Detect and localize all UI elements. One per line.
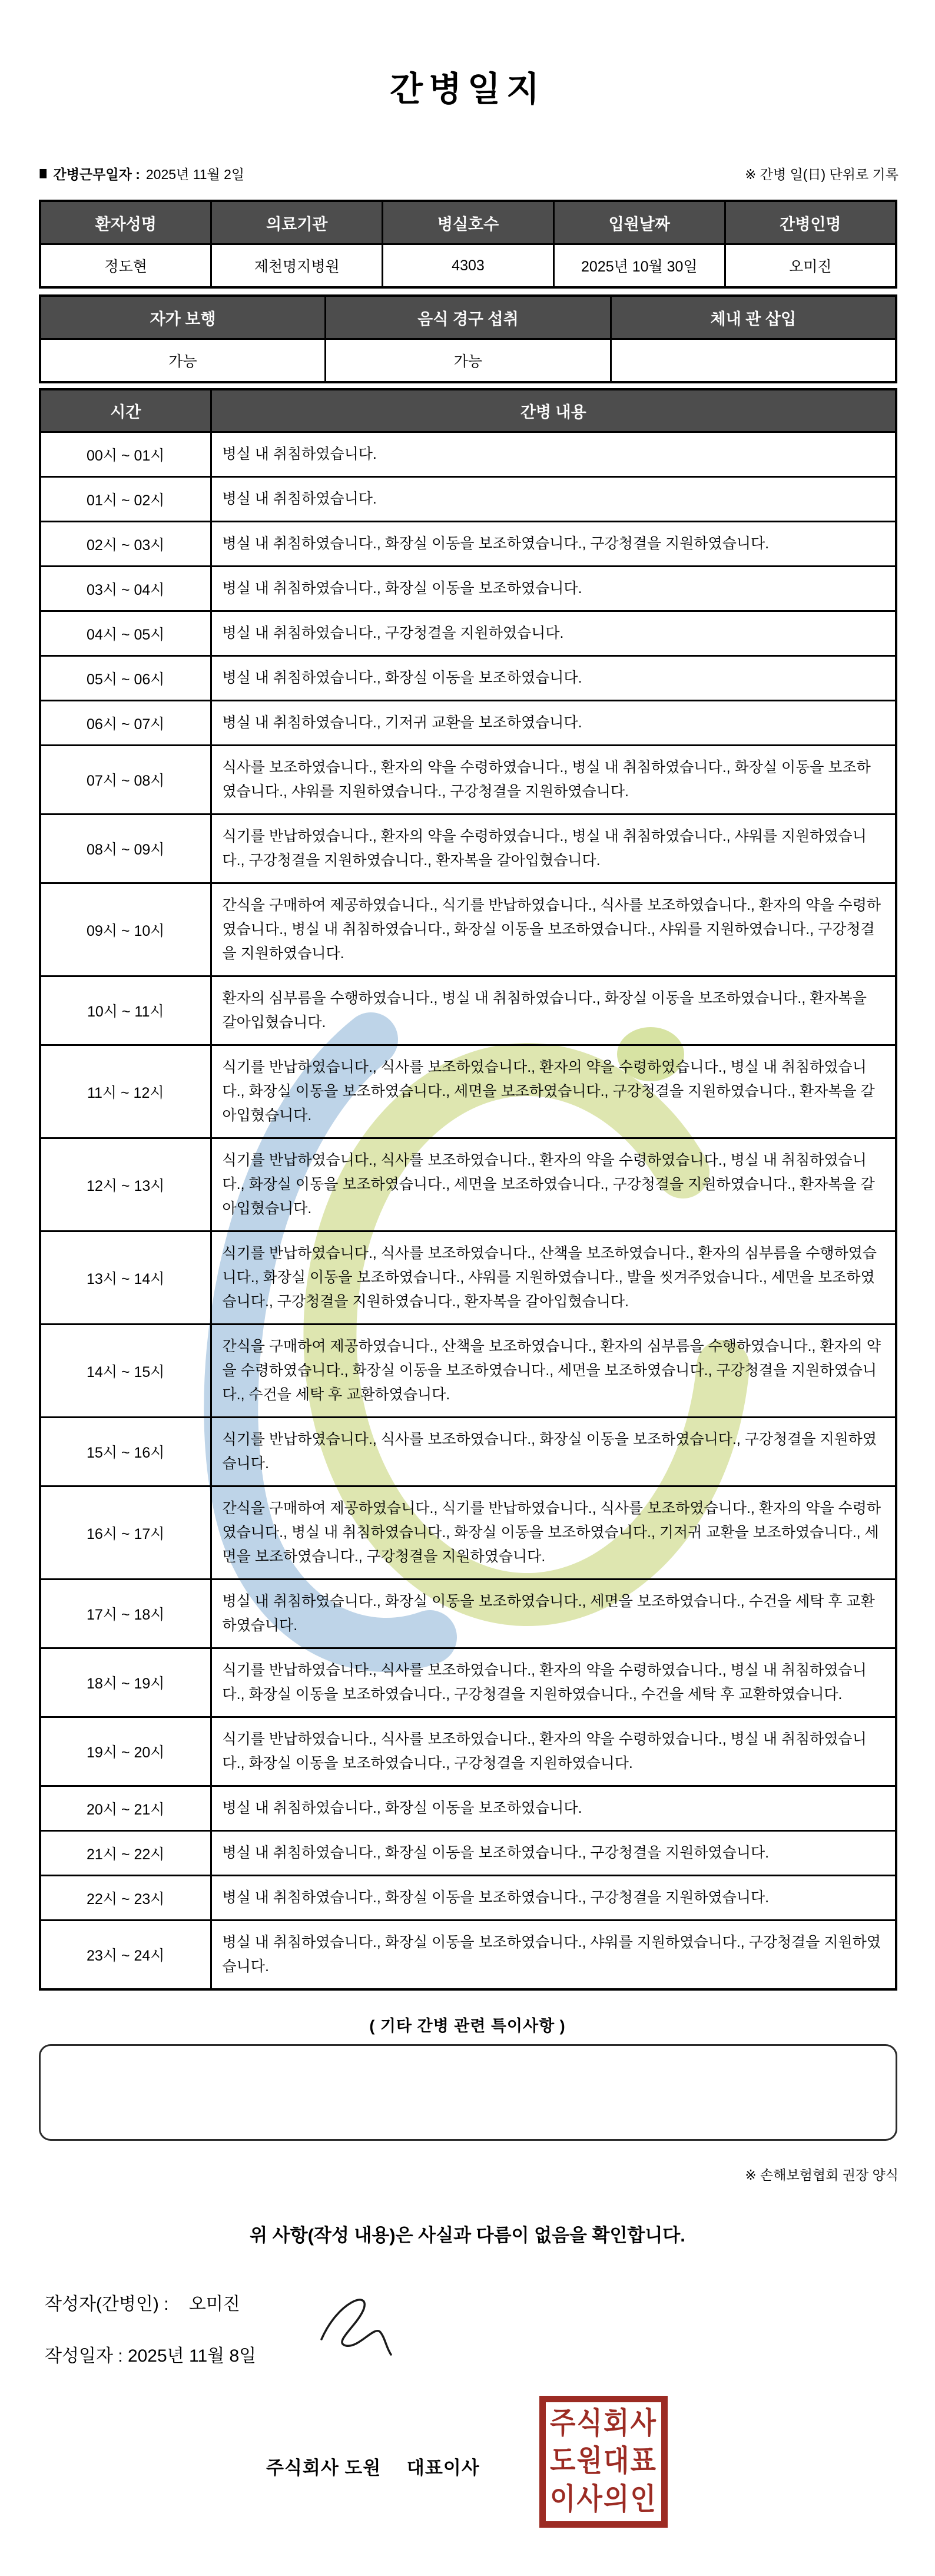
stamp-text-line: 주식회사 bbox=[550, 2406, 657, 2440]
company-role: 대표이사 bbox=[406, 2458, 480, 2478]
log-time: 17시 ~ 18시 bbox=[40, 1580, 211, 1648]
log-row bbox=[40, 432, 896, 477]
caregiver-name: 오미진 bbox=[725, 244, 896, 288]
log-content: 식기를 반납하였습니다., 식사를 보조하였습니다., 산책을 보조하였습니다., 환자의 심부름을 수행하였습니다., 화장실 이동을 보조하였습니다., 샤워를 지원하였습니다., 발을 씻겨주었습니다., 세면을 보조하였습니다., 구강청결을 지원하였습니다., 환자복을 갈아입혔습니다. bbox=[211, 1231, 896, 1325]
log-row bbox=[40, 656, 896, 701]
written-date-label: 작성일자 : bbox=[45, 2346, 123, 2366]
log-row bbox=[40, 1717, 896, 1786]
log-content: 병실 내 취침하였습니다., 구강청결을 지원하였습니다. bbox=[211, 611, 896, 656]
log-content: 식기를 반납하였습니다., 식사를 보조하였습니다., 화장실 이동을 보조하였습니다., 구강청결을 지원하였습니다. bbox=[211, 1418, 896, 1486]
caregiver-signature bbox=[316, 2291, 433, 2356]
patient-header-name: 환자성명 bbox=[40, 201, 211, 244]
log-time: 22시 ~ 23시 bbox=[40, 1876, 211, 1921]
stamp-text-line: 이사의인 bbox=[550, 2482, 657, 2516]
notes-box bbox=[39, 2044, 897, 2141]
log-content: 식기를 반납하였습니다., 환자의 약을 수령하였습니다., 병실 내 취침하였습니다., 샤워를 지원하였습니다., 구강청결을 지원하였습니다., 환자복을 갈아입혔습니다. bbox=[211, 814, 896, 883]
status-walking: 가능 bbox=[40, 339, 326, 383]
log-row bbox=[40, 1831, 896, 1876]
status-oral-intake: 가능 bbox=[326, 339, 611, 383]
status-value-row bbox=[40, 339, 896, 383]
date-line bbox=[45, 2341, 935, 2367]
log-time: 03시 ~ 04시 bbox=[40, 567, 211, 611]
log-row bbox=[40, 1045, 896, 1138]
log-time: 16시 ~ 17시 bbox=[40, 1486, 211, 1580]
log-content: 간식을 구매하여 제공하였습니다., 식기를 반납하였습니다., 식사를 보조하였습니다., 환자의 약을 수령하였습니다., 병실 내 취침하였습니다., 화장실 이동을 보조하였습니다., 기저귀 교환을 보조하였습니다., 세면을 보조하였습니다., 구강청결을 지원하였습니다. bbox=[211, 1486, 896, 1580]
patient-name: 정도현 bbox=[40, 244, 211, 288]
patient-header-hospital: 의료기관 bbox=[211, 201, 383, 244]
log-time: 18시 ~ 19시 bbox=[40, 1648, 211, 1717]
log-row bbox=[40, 1786, 896, 1831]
log-time: 01시 ~ 02시 bbox=[40, 477, 211, 522]
confirmation-text: 위 사항(작성 내용)은 사실과 다름이 없음을 확인합니다. bbox=[250, 2225, 685, 2246]
log-time: 08시 ~ 09시 bbox=[40, 814, 211, 883]
room-number: 4303 bbox=[383, 244, 554, 288]
corporate-seal-stamp bbox=[539, 2396, 668, 2528]
patient-status-table bbox=[39, 294, 897, 383]
log-row bbox=[40, 1580, 896, 1648]
work-date-value: 2025년 11월 2일 bbox=[145, 167, 245, 182]
hospital-name: 제천명지병원 bbox=[211, 244, 383, 288]
notes-title: ( 기타 간병 관련 특이사항 ) bbox=[369, 2017, 566, 2035]
patient-header-row bbox=[40, 201, 896, 244]
log-content: 식기를 반납하였습니다., 식사를 보조하였습니다., 환자의 약을 수령하였습니다., 병실 내 취침하였습니다., 화장실 이동을 보조하였습니다., 세면을 보조하였습니다., 구강청결을 지원하였습니다., 환자복을 갈아입혔습니다. bbox=[211, 1138, 896, 1231]
log-header-content: 간병 내용 bbox=[211, 389, 896, 432]
log-header-time: 시간 bbox=[40, 389, 211, 432]
admit-date: 2025년 10월 30일 bbox=[553, 244, 725, 288]
company-name: 주식회사 도원 bbox=[266, 2458, 382, 2478]
log-time: 14시 ~ 15시 bbox=[40, 1325, 211, 1418]
log-time: 19시 ~ 20시 bbox=[40, 1717, 211, 1786]
status-header-walking: 자가 보행 bbox=[40, 296, 326, 339]
log-row bbox=[40, 1138, 896, 1231]
care-log-table bbox=[39, 388, 897, 1991]
log-row bbox=[40, 1325, 896, 1418]
company-line bbox=[266, 2453, 480, 2479]
status-header-row bbox=[40, 296, 896, 339]
patient-header-caregiver: 간병인명 bbox=[725, 201, 896, 244]
work-date-label: 간병근무일자 : bbox=[53, 167, 140, 182]
meta-row bbox=[39, 164, 898, 183]
log-row bbox=[40, 746, 896, 814]
log-time: 23시 ~ 24시 bbox=[40, 1921, 211, 1990]
log-row bbox=[40, 1648, 896, 1717]
square-bullet-icon: ■ bbox=[39, 162, 48, 184]
log-time: 00시 ~ 01시 bbox=[40, 432, 211, 477]
log-time: 20시 ~ 21시 bbox=[40, 1786, 211, 1831]
log-content: 병실 내 취침하였습니다., 화장실 이동을 보조하였습니다., 세면을 보조하였습니다., 수건을 세탁 후 교환하였습니다. bbox=[211, 1580, 896, 1648]
log-time: 02시 ~ 03시 bbox=[40, 522, 211, 567]
log-row bbox=[40, 1418, 896, 1486]
log-time: 11시 ~ 12시 bbox=[40, 1045, 211, 1138]
log-content: 식기를 반납하였습니다., 식사를 보조하였습니다., 환자의 약을 수령하였습니다., 병실 내 취침하였습니다., 화장실 이동을 보조하였습니다., 세면을 보조하였습니다., 구강청결을 지원하였습니다., 환자복을 갈아입혔습니다. bbox=[211, 1045, 896, 1138]
form-note: ※ 손해보험협회 권장 양식 bbox=[745, 2167, 898, 2183]
status-header-oral-intake: 음식 경구 섭취 bbox=[326, 296, 611, 339]
patient-header-admit-date: 입원날짜 bbox=[553, 201, 725, 244]
log-time: 06시 ~ 07시 bbox=[40, 701, 211, 746]
status-tube-insertion bbox=[611, 339, 896, 383]
log-content: 병실 내 취침하였습니다., 화장실 이동을 보조하였습니다., 샤워를 지원하였습니다., 구강청결을 지원하였습니다. bbox=[211, 1921, 896, 1990]
patient-value-row bbox=[40, 244, 896, 288]
writer-line bbox=[45, 2289, 935, 2315]
log-row bbox=[40, 1486, 896, 1580]
log-time: 15시 ~ 16시 bbox=[40, 1418, 211, 1486]
writer-label: 작성자(간병인) : bbox=[45, 2294, 169, 2314]
patient-header-room: 병실호수 bbox=[383, 201, 554, 244]
log-row bbox=[40, 1921, 896, 1990]
log-time: 07시 ~ 08시 bbox=[40, 746, 211, 814]
log-content: 병실 내 취침하였습니다., 화장실 이동을 보조하였습니다. bbox=[211, 567, 896, 611]
log-row bbox=[40, 814, 896, 883]
log-row bbox=[40, 611, 896, 656]
log-row bbox=[40, 701, 896, 746]
log-content: 간식을 구매하여 제공하였습니다., 산책을 보조하였습니다., 환자의 심부름을 수행하였습니다., 환자의 약을 수령하였습니다., 화장실 이동을 보조하였습니다., 세면을 보조하였습니다., 구강청결을 지원하였습니다., 수건을 세탁 후 교환하였습니다. bbox=[211, 1325, 896, 1418]
log-content: 식기를 반납하였습니다., 식사를 보조하였습니다., 환자의 약을 수령하였습니다., 병실 내 취침하였습니다., 화장실 이동을 보조하였습니다., 구강청결을 지원하였습니다. bbox=[211, 1717, 896, 1786]
log-content: 간식을 구매하여 제공하였습니다., 식기를 반납하였습니다., 식사를 보조하였습니다., 환자의 약을 수령하였습니다., 병실 내 취침하였습니다., 화장실 이동을 보조하였습니다., 샤워를 지원하였습니다., 구강청결을 지원하였습니다. bbox=[211, 883, 896, 976]
log-content: 병실 내 취침하였습니다., 화장실 이동을 보조하였습니다. bbox=[211, 1786, 896, 1831]
log-content: 병실 내 취침하였습니다., 화장실 이동을 보조하였습니다., 구강청결을 지원하였습니다. bbox=[211, 522, 896, 567]
log-content: 식기를 반납하였습니다., 식사를 보조하였습니다., 환자의 약을 수령하였습니다., 병실 내 취침하였습니다., 화장실 이동을 보조하였습니다., 구강청결을 지원하였습니다., 수건을 세탁 후 교환하였습니다. bbox=[211, 1648, 896, 1717]
log-row bbox=[40, 883, 896, 976]
log-row bbox=[40, 522, 896, 567]
log-content: 병실 내 취침하였습니다., 화장실 이동을 보조하였습니다., 구강청결을 지원하였습니다. bbox=[211, 1876, 896, 1921]
log-content: 병실 내 취침하였습니다., 화장실 이동을 보조하였습니다. bbox=[211, 656, 896, 701]
stamp-text-line: 도원대표 bbox=[550, 2445, 657, 2478]
log-row bbox=[40, 567, 896, 611]
log-content: 병실 내 취침하였습니다. bbox=[211, 432, 896, 477]
log-header-row bbox=[40, 389, 896, 432]
log-content: 병실 내 취침하였습니다. bbox=[211, 477, 896, 522]
log-content: 식사를 보조하였습니다., 환자의 약을 수령하였습니다., 병실 내 취침하였습니다., 화장실 이동을 보조하였습니다., 샤워를 지원하였습니다., 구강청결을 지원하였습니다. bbox=[211, 746, 896, 814]
log-content: 병실 내 취침하였습니다., 기저귀 교환을 보조하였습니다. bbox=[211, 701, 896, 746]
log-content: 병실 내 취침하였습니다., 화장실 이동을 보조하였습니다., 구강청결을 지원하였습니다. bbox=[211, 1831, 896, 1876]
writer-name: 오미진 bbox=[188, 2294, 240, 2314]
log-row bbox=[40, 1231, 896, 1325]
log-time: 05시 ~ 06시 bbox=[40, 656, 211, 701]
log-time: 10시 ~ 11시 bbox=[40, 976, 211, 1045]
unit-note: ※ 간병 일(日) 단위로 기록 bbox=[745, 167, 898, 182]
log-time: 12시 ~ 13시 bbox=[40, 1138, 211, 1231]
log-time: 21시 ~ 22시 bbox=[40, 1831, 211, 1876]
log-time: 04시 ~ 05시 bbox=[40, 611, 211, 656]
log-time: 09시 ~ 10시 bbox=[40, 883, 211, 976]
page-title: 간병일지 bbox=[389, 70, 546, 108]
status-header-tube-insertion: 체내 관 삽입 bbox=[611, 296, 896, 339]
written-date-value: 2025년 11월 8일 bbox=[127, 2346, 257, 2366]
log-time: 13시 ~ 14시 bbox=[40, 1231, 211, 1325]
work-date-line bbox=[39, 164, 244, 183]
log-row bbox=[40, 1876, 896, 1921]
log-content: 환자의 심부름을 수행하였습니다., 병실 내 취침하였습니다., 화장실 이동을 보조하였습니다., 환자복을 갈아입혔습니다. bbox=[211, 976, 896, 1045]
patient-info-table bbox=[39, 200, 897, 289]
log-row bbox=[40, 976, 896, 1045]
log-row bbox=[40, 477, 896, 522]
